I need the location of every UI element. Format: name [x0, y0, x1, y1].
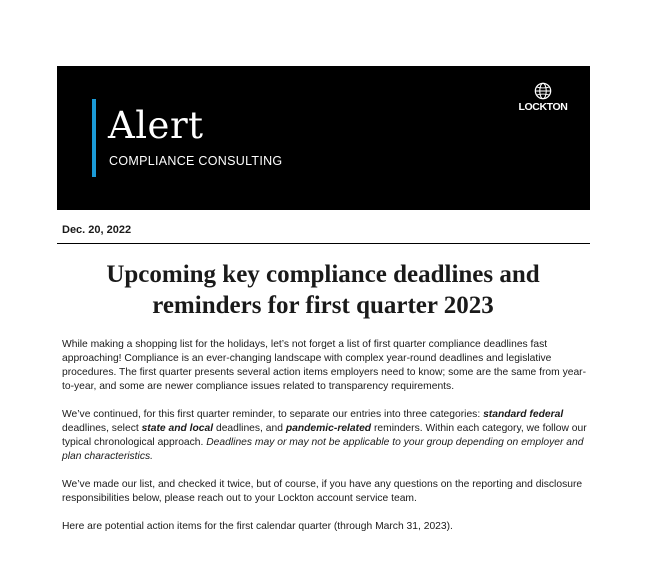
lockton-logo [510, 82, 576, 116]
category-standard-federal: standard federal [483, 409, 564, 420]
paragraph-contact: We’ve made our list, and checked it twice, but of course, if you have any questions on the reporting and disclosure responsibilities below, please reach out to your Lockton account service team. [62, 479, 583, 504]
article-body [62, 338, 590, 548]
publication-date: Dec. 20, 2022 [62, 224, 132, 236]
title-line-2: reminders for first quarter 2023 [152, 292, 494, 319]
divider [57, 243, 590, 244]
banner-title: Alert [108, 104, 204, 147]
logo-wordmark: LOCKTON [518, 101, 568, 113]
text-run: We’ve continued, for this first quarter reminder, to separate our entries into three categories: [62, 409, 484, 420]
applicability-note: Deadlines may or may not be applicable to your group depending on employer and plan characteristics. [62, 437, 584, 462]
text-run: deadlines, and [213, 423, 286, 434]
paragraph-action-items: Here are potential action items for the first calendar quarter (through March 31, 2023). [62, 521, 453, 532]
title-line-1: Upcoming key compliance deadlines and [106, 261, 540, 288]
alert-banner [57, 66, 590, 210]
page-title [40, 259, 606, 321]
text-run: reminders. Within each category, we follow our typical chronological approach. [62, 423, 587, 448]
paragraph-categories [62, 408, 590, 464]
accent-bar [92, 99, 96, 177]
banner-subtitle: COMPLIANCE CONSULTING [109, 154, 283, 168]
category-pandemic-related: pandemic-related [285, 423, 372, 434]
paragraph-intro: While making a shopping list for the holidays, let’s not forget a list of first quarter compliance deadlines fast approaching! Compliance is an ever-changing landscape with complex year-round deadlines and legislative procedures. The first quarter presents several action items employers need to know; some are the same from year-to-year, and some are newer compliance issues related to transparency requirements. [62, 339, 587, 392]
globe-icon [534, 82, 552, 100]
category-state-local: state and local [141, 423, 214, 434]
text-run: deadlines, select [62, 423, 142, 434]
